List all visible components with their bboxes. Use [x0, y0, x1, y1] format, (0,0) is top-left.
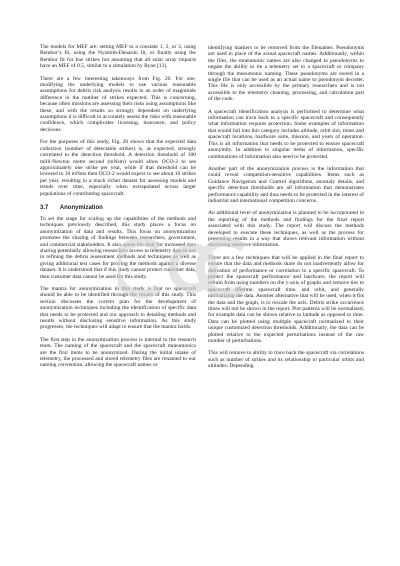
paragraph: The models for MEF are: setting MEF to a constant 1, 2, or 3, using Rembor’s fit, using the Nysmith-Denardo fit, or finally using the Rembor fit for bus strikes but assuming that all solar array impacts have an MEF of 0.5, similar to a simulation by Ryan [13].: [40, 44, 196, 70]
paragraph: The mantra for anonymization in this study is that no spacecraft should be able to be identified through the results of this study. This section discusses the current plan for the development of anonymization techniques including the identification of specific data that needs to be protected and our approach to detailing methods and results without disclosing sensitive information. As this study progresses, the techniques will adapt to ensure that the mantra holds.: [40, 286, 196, 331]
right-column: [208, 45, 364, 376]
paragraph: identifying markers to be removed from the filenames. Pseudonyms are used in place of the actual spacecraft names. Additionally, within the files, the mneumonic names are also changed to pseudonyms to negate the ability to tie a telemetry set to a spacecraft or company through the mneumonic naming. These pseudonyms are stored in a single file that can be used as an actual name to pseudonym decoder. This file is only accessible by the primary researchers and is not accessible to the telemetry cleaning, processing, and calculation part of the code.: [208, 45, 364, 103]
paragraph: An additional level of anonymization is planned to be incorporated in the reporting of the methods and findings for the final report associated with this study. The report will discuss the methods developed to execute these techniques, as well as the process for presenting results in a way that shows relevant information without disclosing sensitive information.: [208, 210, 364, 249]
section-title: Anonymization: [59, 204, 103, 211]
section-heading: [40, 205, 196, 211]
paragraph: Another part of the anonymization process is the information that could reveal competition-sensitive capabilities. Items such as Guidance Navigation and Control algorithms, anomaly details, and specific detection thresholds are all information that demonstrates performance capability and thus needs to be protected in the interest of industrial and international competition concerns.: [208, 165, 364, 204]
paragraph: The first step in the anonymization process is internal to the research team. The naming of the spacecraft and the spacecraft mneumonics are the first items to be anonymized. During the initial intake of telemetry, the processed and stored telemetry files are renamed to our naming convention, allowing the spacecraft names or: [40, 336, 196, 369]
section-number: 3.7: [40, 204, 49, 211]
paragraph: To set the stage for scaling up the capabilities of the methods and techniques previously described, this study places a focus on anonymization of data and results. This focus on anonymization promotes the sharing of findings between researchers, government, and commercial stakeholders. It also opens the door for increased data sharing potentially allowing researchers access to telemetry data to use in refining the debris assessment methods and techniques as well as giving additional test cases for proving the methods against a diverse dataset. It is understood that if this study cannot protect customer data, then customer data cannot be used for this study.: [40, 215, 196, 280]
left-column: [40, 44, 196, 375]
paragraph: There are a few techniques that will be applied in the final report to ensure that the data and methods share do not inadvertently allow for derivation of performance or correlation to a specific spacecraft. To protect the spacecraft performance and hardware, the report will refrain from using numbers on the y-axis of graphs and remove ties to spacecraft lifetime, spacecraft time, and orbit, and generally normalizing the data. Another alternative that will be used, when it fits the data and the graph, is to rescale the axis. Debris strike occurrence times will not be shown in the report. Plot patterns will be normalized, for example data can be shown relative to latitude as opposed to time. Data can be plotted using multiple spacecraft normalized to their unique customized detection thresholds. Additionally, the data can be plotted relative to the expected perturbations instead of the raw number of perturbations.: [208, 254, 364, 345]
paragraph: This will remove to ability to trace back the spacecraft via correlations such as number of strikes and its relationship to particular orbits and altitudes. Depending: [208, 350, 364, 370]
paragraph: For the purposes of this study, Fig. 20 shows that the expected data collection (number of detectable strikes) is, as expected, strongly correlated to the detection threshold. A detection threshold of 100 milli-Newton metre second (mNsm) would allow OCO-2 to see approximately one strike per year, while if that threshold can be lowered to 10 mNms then OCO-2 would expect to see about 10 strikes per year, resulting in a much richer dataset for assessing models and trends over time, especially when extrapolated across larger populations of contributing spacecraft.: [40, 139, 196, 197]
paragraph: There are a few interesting takeaways from Fig. 20. For one, modifying the underlying models to use various reasonable assumptions for debris risk analysis results in an order of magnitude difference in the number of strikes expected. This is concerning, because often missions are assessing their risks using assumptions like these, and with the results so strongly dependent on underlying assumptions it is difficult to accurately assess the risks with reasonable confidence, which complicates licensing, insurance, and policy decisions.: [40, 75, 197, 133]
paragraph: A spacecraft identification analysis is performed to determine what information can trace back to a specific spacecraft and consequently what information requires protection. Some examples of information that would fall into this category includes altitude, orbit slot, times and spacecraft locations, hardware suite, mission, and years of operation. This is all information that needs to be protected to ensure spacecraft anonymity. In addition to singular items of information, specific combinations of information also need to be protected.: [208, 108, 364, 160]
